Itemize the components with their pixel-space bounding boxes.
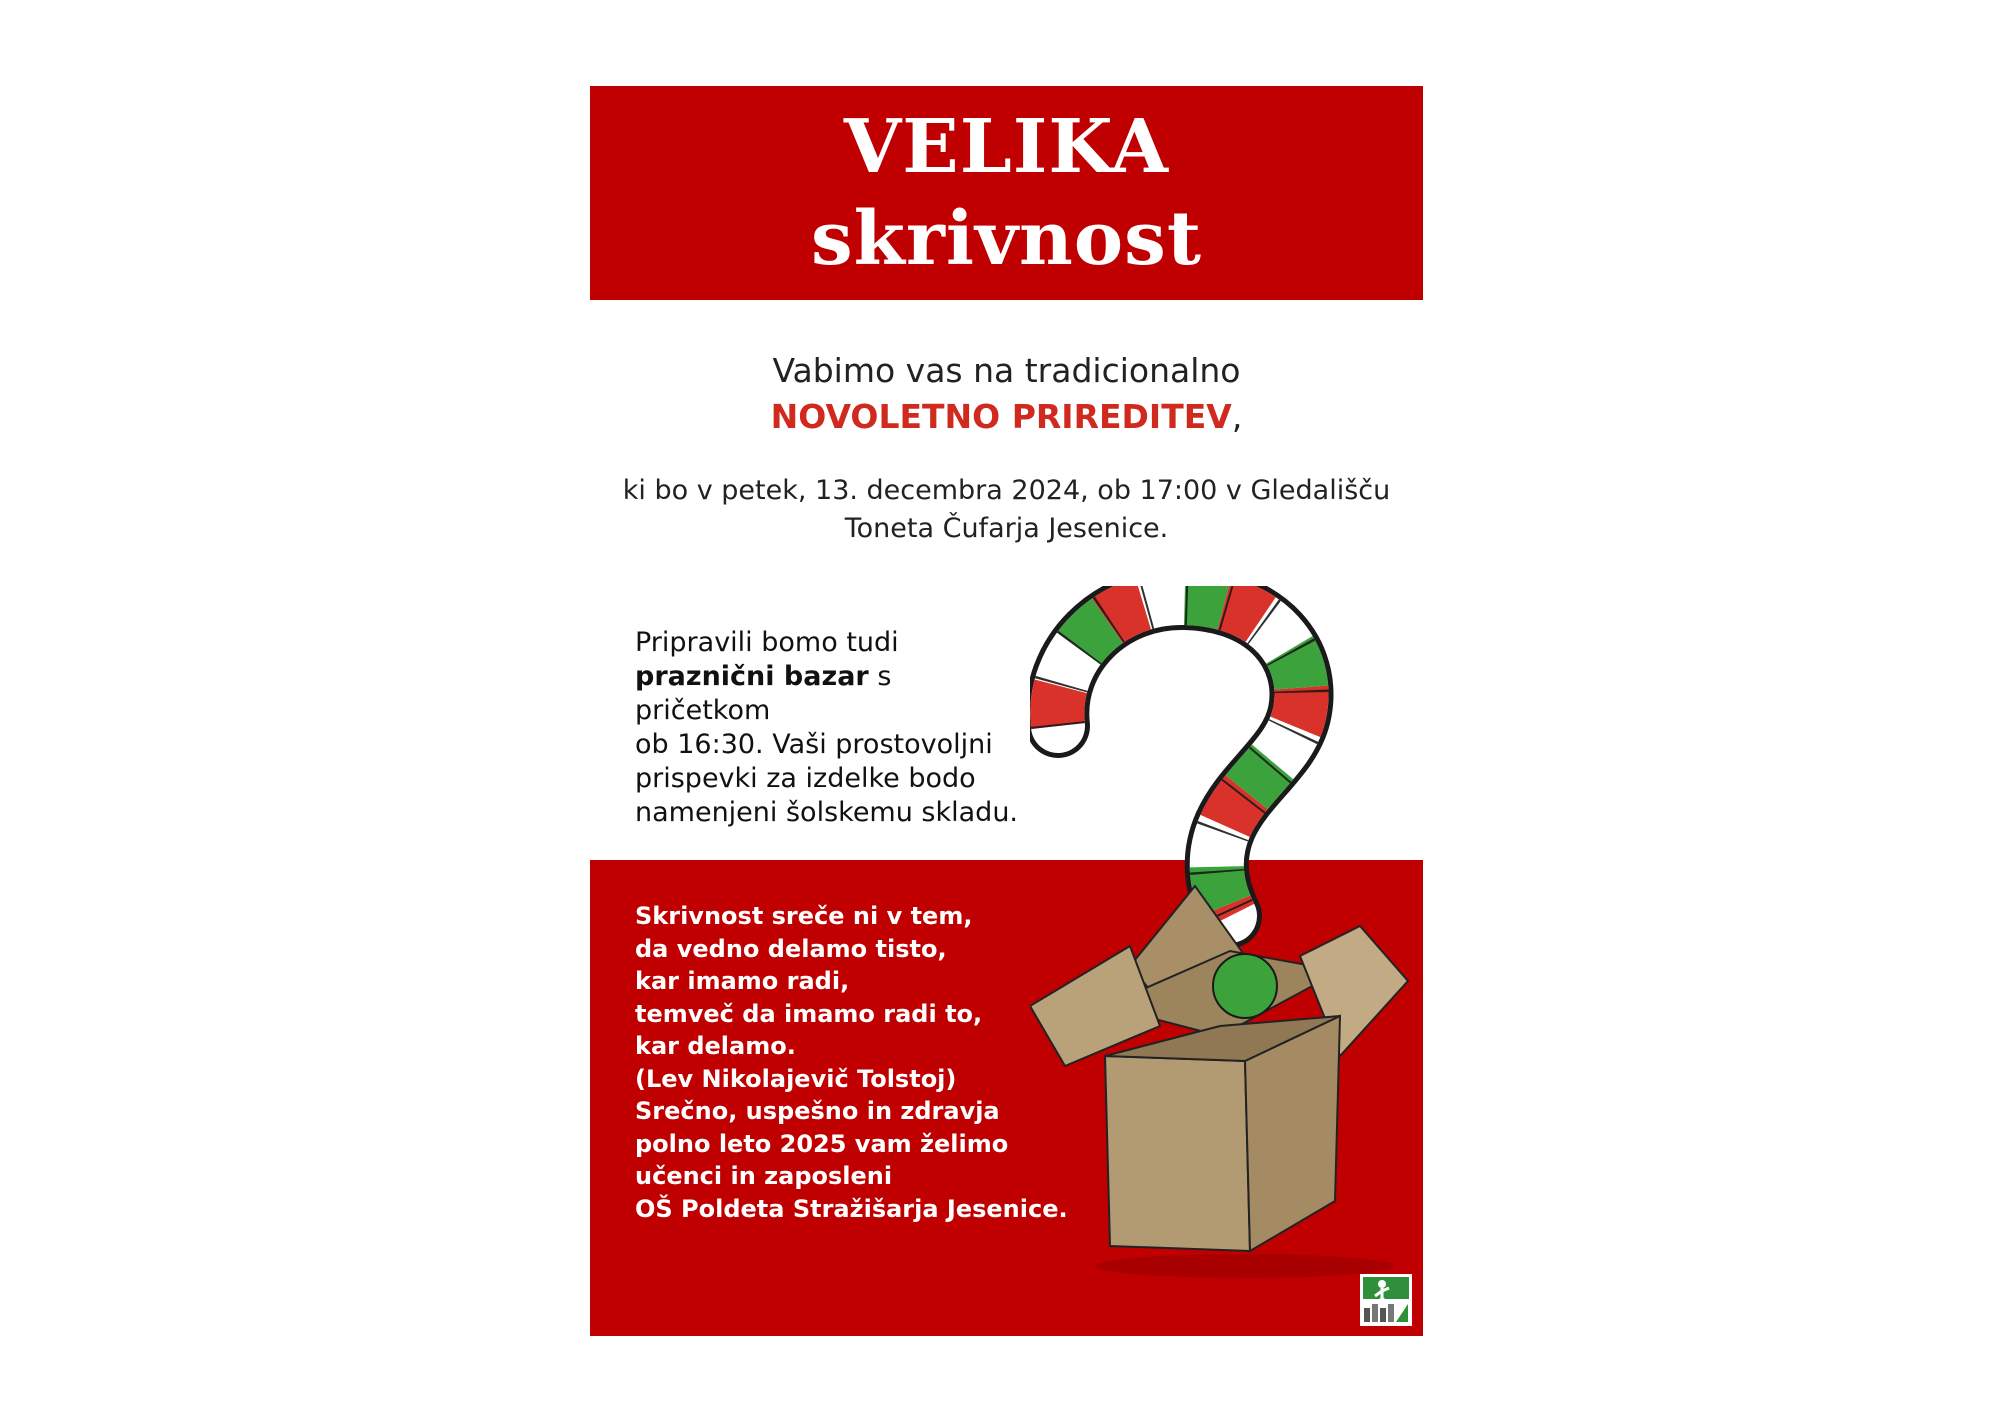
event-venue-line: Toneta Čufarja Jesenice. xyxy=(844,513,1169,544)
quote-line: učenci in zaposleni xyxy=(635,1162,893,1190)
quote-line: Skrivnost sreče ni v tem, xyxy=(635,902,973,930)
event-name: NOVOLETNO PRIREDITEV xyxy=(770,397,1232,436)
quote-line: Srečno, uspešno in zdravja xyxy=(635,1097,1000,1125)
title-banner xyxy=(590,86,1423,300)
event-comma: , xyxy=(1231,397,1243,436)
quote-line: kar delamo. xyxy=(635,1032,796,1060)
quote-line: kar imamo radi, xyxy=(635,967,850,995)
school-logo-icon xyxy=(1360,1274,1412,1326)
quote-line: OŠ Poldeta Stražišarja Jesenice. xyxy=(635,1194,1068,1223)
event-name-line xyxy=(590,394,1423,440)
bazaar-rest: s pričetkom xyxy=(635,661,892,726)
event-details xyxy=(590,472,1423,548)
title-line-1: VELIKA xyxy=(843,104,1170,190)
quote-line: da vedno delamo tisto, xyxy=(635,934,947,963)
question-mark-box-illustration xyxy=(1030,586,1423,1286)
bazaar-bold: praznični bazar xyxy=(635,661,869,692)
quote-line: (Lev Nikolajevič Tolstoj) xyxy=(635,1064,957,1093)
invitation-text xyxy=(590,348,1423,440)
bazaar-text xyxy=(635,626,1035,830)
event-date-line: ki bo v petek, 13. decembra 2024, ob 17:00 v Gledališču xyxy=(622,475,1391,506)
quote-line: polno leto 2025 vam želimo xyxy=(635,1129,1009,1158)
bazaar-line-2 xyxy=(635,660,1035,728)
bazaar-line-4: prispevki za izdelke bodo xyxy=(635,763,976,794)
bazaar-line-5: namenjeni šolskemu skladu. xyxy=(635,797,1019,828)
bazaar-line-3: ob 16:30. Vaši prostovoljni xyxy=(635,729,993,760)
quote-text xyxy=(635,900,1068,1225)
bazaar-line-1: Pripravili bomo tudi xyxy=(635,627,899,658)
quote-line: temveč da imamo radi to, xyxy=(635,999,983,1028)
poster xyxy=(590,86,1423,1336)
invitation-line: Vabimo vas na tradicionalno xyxy=(772,351,1241,390)
title-line-2: skrivnost xyxy=(810,196,1203,282)
